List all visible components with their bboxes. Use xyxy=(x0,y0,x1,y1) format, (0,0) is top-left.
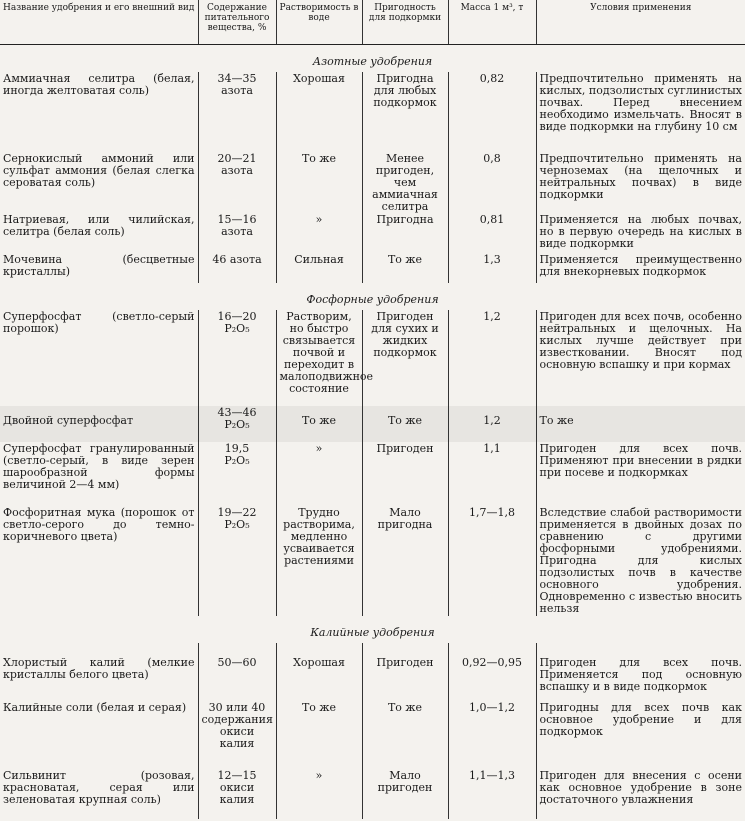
header-content: Содержание питательного вещества, % xyxy=(198,0,276,45)
table-row xyxy=(0,769,745,819)
cell-content xyxy=(198,442,276,506)
cell-conditions: Пригоден для всех почв. Применяется под основную вспашку и в виде подкормок xyxy=(536,643,745,701)
cell-content xyxy=(198,310,276,406)
cell-suitability: Пригоден xyxy=(362,442,448,506)
content-formula: P₂O₅ xyxy=(224,418,250,431)
cell-mass: 1,7—1,8 xyxy=(448,506,536,616)
cell-content: 50—60 xyxy=(198,643,276,701)
table-row xyxy=(0,506,745,616)
cell-name: Мочевина (бесцветные кристаллы) xyxy=(3,253,195,278)
cell-suitability: Мало пригоден xyxy=(362,769,448,819)
table-row xyxy=(0,253,745,283)
section-title-nitrogen: Азотные удобрения xyxy=(312,55,433,68)
cell-conditions: Пригоден для всех почв, особенно нейтральных и щелочных. На кислых лучше действует при известковании. Вносят под основную вспашку и при кормах xyxy=(536,310,745,406)
cell-solubility: Трудно растворима, медленно усваивается растениями xyxy=(276,506,362,616)
cell-name: Аммиачная селитра (белая, иногда желтоватая соль) xyxy=(3,72,195,97)
content-value: 43—46 xyxy=(217,406,257,419)
section-row xyxy=(0,283,745,310)
content-formula: P₂O₅ xyxy=(224,322,250,335)
cell-solubility: То же xyxy=(276,406,362,442)
cell-content: 46 азота xyxy=(198,253,276,283)
content-value: 19,5 xyxy=(224,442,250,455)
cell-name: Калийные соли (белая и серая) xyxy=(3,701,187,714)
content-formula: P₂O₅ xyxy=(224,518,250,531)
header-suitability: Пригодность для подкормки xyxy=(362,0,448,45)
content-value: 19—22 xyxy=(217,506,257,519)
cell-suitability: Пригоден xyxy=(362,643,448,701)
cell-name: Сернокислый аммоний или сульфат аммония (белая слегка сероватая соль) xyxy=(3,152,195,189)
section-title-potassium: Калийные удобрения xyxy=(310,626,435,639)
cell-conditions: Пригоден для всех почв. Применяют при внесении в рядки при посеве и подкормках xyxy=(536,442,745,506)
cell-conditions: Пригодны для всех почв как основное удобрение и для подкормок xyxy=(536,701,745,769)
cell-name: Натриевая, или чилийская, селитра (белая соль) xyxy=(3,213,195,238)
table-row xyxy=(0,213,745,253)
cell-mass: 1,2 xyxy=(448,406,536,442)
table-row xyxy=(0,442,745,506)
cell-conditions: Применяется преимущественно для внекорневых подкормок xyxy=(536,253,745,283)
cell-conditions: Предпочтительно применять на кислых, подзолистых суглинистых почвах. Перед внесением необходимо измельчать. Вносят в виде подкормки на глубину 10 см xyxy=(536,72,745,152)
table-row xyxy=(0,152,745,213)
cell-mass: 0,81 xyxy=(448,213,536,253)
cell-suitability: Мало пригодна xyxy=(362,506,448,616)
cell-conditions: Применяется на любых почвах, но в первую очередь на кислых в виде подкормки xyxy=(536,213,745,253)
cell-name: Сильвинит (розовая, красноватая, серая или зеленоватая крупная соль) xyxy=(3,769,195,806)
cell-suitability: То же xyxy=(362,253,448,283)
section-row xyxy=(0,45,745,73)
cell-name: Суперфосфат (светло-серый порошок) xyxy=(3,310,195,335)
content-value: 16—20 xyxy=(217,310,257,323)
cell-suitability: Пригодна xyxy=(362,213,448,253)
cell-solubility: Хорошая xyxy=(276,643,362,701)
header-row xyxy=(0,0,745,45)
cell-solubility: » xyxy=(276,769,362,819)
cell-name: Фосфоритная мука (порошок от светло-серого до темно-коричневого цвета) xyxy=(3,506,195,543)
cell-content: 15—16 азота xyxy=(198,213,276,253)
cell-suitability: Пригоден для сухих и жидких подкормок xyxy=(362,310,448,406)
cell-content xyxy=(198,506,276,616)
cell-mass: 1,1—1,3 xyxy=(448,769,536,819)
cell-content: 34—35 азота xyxy=(198,72,276,152)
cell-solubility: Хорошая xyxy=(276,72,362,152)
cell-suitability: Менее пригоден, чем аммиачная селитра xyxy=(362,152,448,213)
header-solubility: Растворимость в воде xyxy=(276,0,362,45)
cell-mass: 0,82 xyxy=(448,72,536,152)
cell-solubility: Сильная xyxy=(276,253,362,283)
cell-content: 20—21 азота xyxy=(198,152,276,213)
cell-content xyxy=(198,406,276,442)
cell-suitability: То же xyxy=(362,406,448,442)
cell-conditions: То же xyxy=(536,406,745,442)
content-formula: P₂O₅ xyxy=(224,454,250,467)
cell-conditions: Вследствие слабой растворимости применяется в двойных дозах по сравнению с другими фосфорными удобрениями. Пригодна для кислых подзолистых почв в качестве основного удобрения. Одновременно с известью вносить нельзя xyxy=(536,506,745,616)
cell-conditions: Предпочтительно применять на черноземах (на щелочных и нейтральных почвах) в виде подкормки xyxy=(536,152,745,213)
cell-solubility: » xyxy=(276,442,362,506)
table-row xyxy=(0,701,745,769)
cell-solubility: Растворим, но быстро связывается почвой и переходит в малоподвижное состояние xyxy=(276,310,362,406)
cell-solubility: » xyxy=(276,213,362,253)
cell-mass: 1,3 xyxy=(448,253,536,283)
cell-mass: 1,2 xyxy=(448,310,536,406)
header-mass: Масса 1 м³, т xyxy=(448,0,536,45)
header-conditions: Условия применения xyxy=(536,0,745,45)
table-row xyxy=(0,643,745,701)
cell-suitability: То же xyxy=(362,701,448,769)
cell-solubility: То же xyxy=(276,701,362,769)
cell-name: Двойной суперфосфат xyxy=(0,406,198,442)
cell-content: 12—15 окиси калия xyxy=(198,769,276,819)
table-row xyxy=(0,72,745,152)
cell-suitability: Пригодна для любых подкормок xyxy=(362,72,448,152)
section-row xyxy=(0,616,745,643)
table-row xyxy=(0,310,745,406)
header-name: Название удобрения и его внешний вид xyxy=(0,0,198,45)
cell-mass: 1,0—1,2 xyxy=(448,701,536,769)
cell-name: Хлористый калий (мелкие кристаллы белого цвета) xyxy=(3,656,195,681)
cell-mass: 0,8 xyxy=(448,152,536,213)
cell-solubility: То же xyxy=(276,152,362,213)
cell-content: 30 или 40 содержания окиси калия xyxy=(198,701,276,769)
table-row xyxy=(0,406,745,442)
cell-mass: 1,1 xyxy=(448,442,536,506)
cell-conditions: Пригоден для внесения с осени как основное удобрение в зоне достаточного увлажнения xyxy=(536,769,745,819)
cell-name: Суперфосфат гранулированный (светло-серый, в виде зерен шарообразной формы величиной 2—4 мм) xyxy=(3,442,195,491)
section-title-phosphorus: Фосфорные удобрения xyxy=(306,293,439,306)
cell-mass: 0,92—0,95 xyxy=(448,643,536,701)
